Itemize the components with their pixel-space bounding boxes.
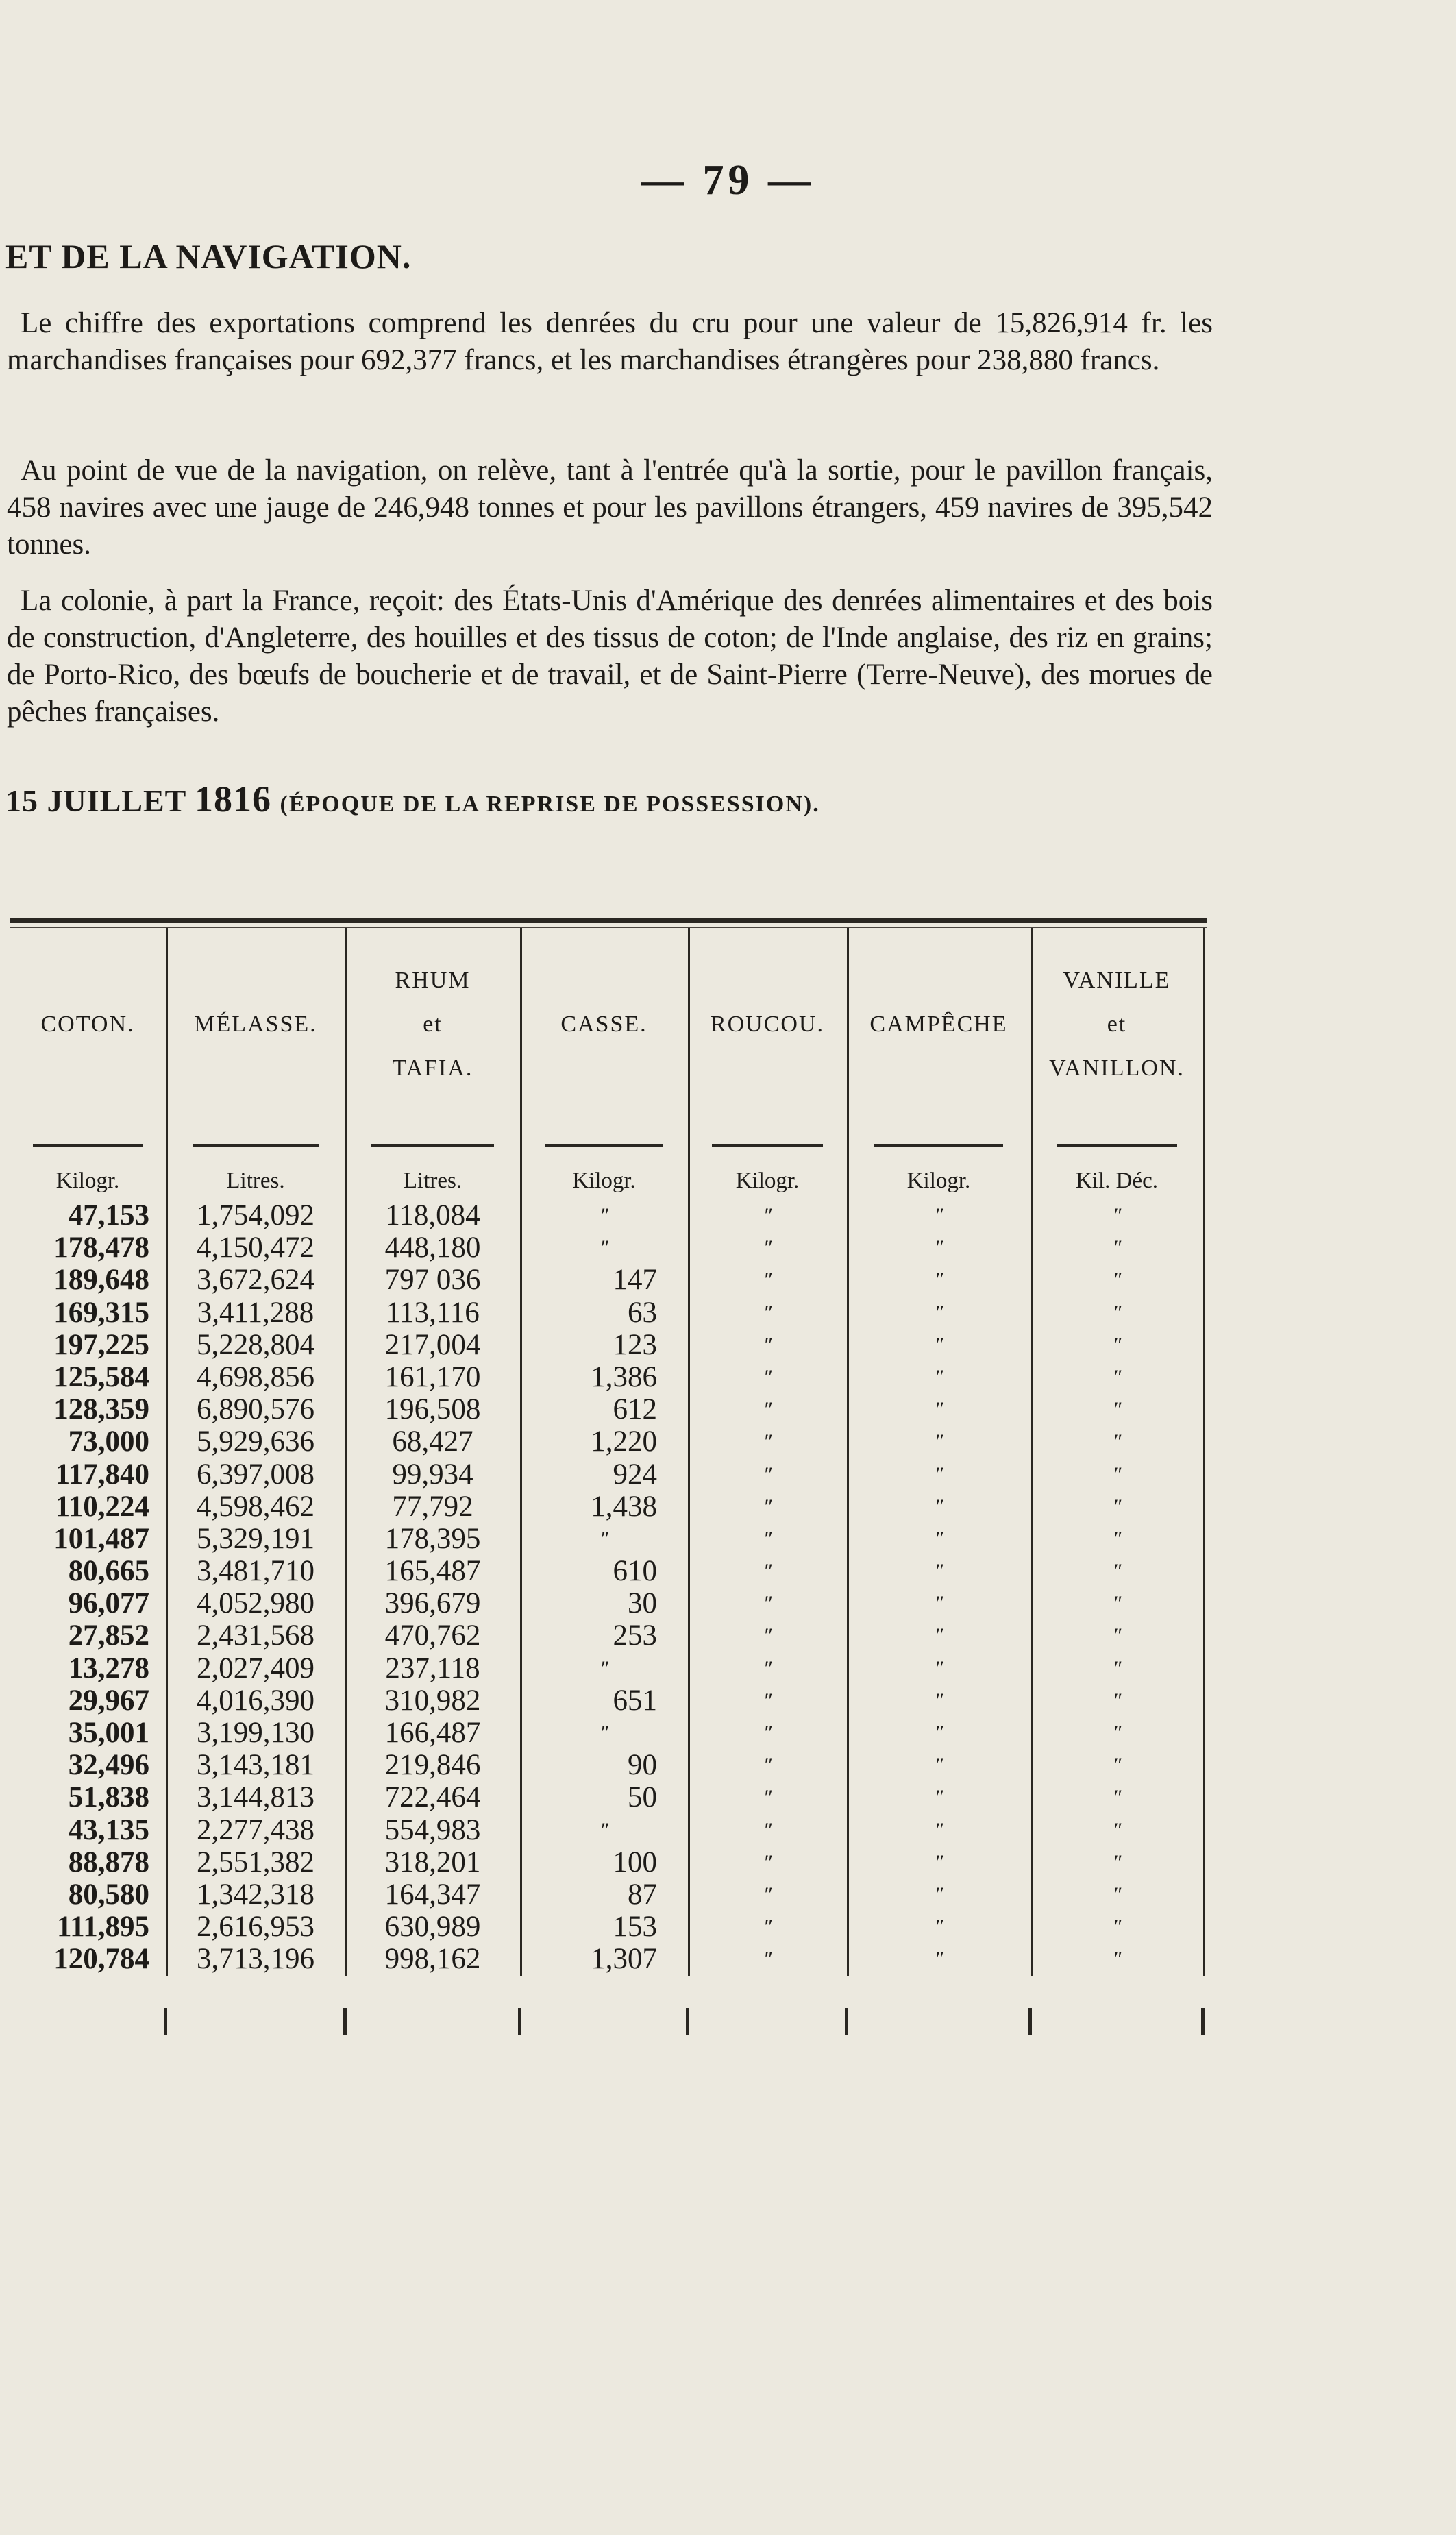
column-values xyxy=(847,1199,1031,1976)
table-cell: ″ xyxy=(763,1592,772,1615)
column-rhum-tafia xyxy=(345,918,520,2015)
table-cell: ″ xyxy=(1112,1592,1122,1615)
table-cell: 166,487 xyxy=(384,1717,481,1749)
table-cell: ″ xyxy=(1112,1656,1122,1680)
table-cell: ″ xyxy=(763,1722,772,1744)
table-cell: ″ xyxy=(1112,1883,1122,1906)
column-values xyxy=(1031,1199,1203,1976)
column-values xyxy=(10,1199,166,1976)
paragraph-text: La colonie, à part la France, reçoit: des États-Unis d'Amérique des denrées alimentaires et des bois de construction, d'Angleterre, des houilles et des tissus de coton; de l'Inde anglaise, des riz en grains; de Porto-Rico, des bœufs de boucherie et de travail, et de Saint-Pierre (Terre-Neuve), des morues de pêches françaises. xyxy=(7,585,1213,728)
table-cell: 147 xyxy=(613,1264,657,1297)
table-cell: 6,397,008 xyxy=(197,1458,314,1491)
table-cell: 2,027,409 xyxy=(197,1652,314,1685)
table-cell: ″ xyxy=(1112,1754,1122,1777)
table-cell: ″ xyxy=(934,1527,943,1550)
table-cell: 153 xyxy=(613,1911,657,1944)
table-cell: ″ xyxy=(934,1365,943,1388)
table-cell: ″ xyxy=(934,1624,943,1648)
column-unit: Litres. xyxy=(226,1168,285,1193)
table-cell: 797 036 xyxy=(384,1264,481,1297)
table-cell: 4,052,980 xyxy=(197,1587,314,1620)
table-cell: ″ xyxy=(600,1204,608,1227)
table-cell: 5,929,636 xyxy=(197,1425,314,1458)
table-cell: ″ xyxy=(1112,1527,1122,1550)
table-cell: 3,199,130 xyxy=(197,1717,314,1749)
table-cell: 5,329,191 xyxy=(197,1522,314,1555)
table-cell: 1,754,092 xyxy=(197,1199,314,1232)
table-cell: ″ xyxy=(1112,1850,1122,1874)
table-cell: 100 xyxy=(613,1846,657,1878)
table-cell: ″ xyxy=(1112,1560,1122,1583)
table-cell: 2,616,953 xyxy=(197,1911,314,1944)
column-header: COTON. xyxy=(40,1012,135,1037)
table-cell: ″ xyxy=(763,1365,772,1388)
table-cell: 3,672,624 xyxy=(197,1264,314,1297)
table-cell: 448,180 xyxy=(384,1232,481,1264)
table-cell: 924 xyxy=(613,1458,657,1491)
period-date: 15 JUILLET xyxy=(5,783,186,818)
table-cell: 1,307 xyxy=(591,1943,657,1976)
section-title: ET DE LA NAVIGATION. xyxy=(5,237,412,275)
column-header: CAMPÊCHE xyxy=(869,1012,1008,1037)
table-cell: 237,118 xyxy=(385,1652,480,1685)
paragraph-text: Au point de vue de la navigation, on relève, tant à l'entrée qu'à la sortie, pour le pavillon français, 458 navires avec une jauge de 246,948 tonnes et pour les pavillons étrangers, 459 navires de 395,542 tonnes. xyxy=(7,454,1213,561)
column-values xyxy=(166,1199,345,1976)
table-cell: 2,277,438 xyxy=(197,1813,314,1846)
table-cell: 50 xyxy=(628,1781,657,1814)
column-header: VANILLE et VANILLON. xyxy=(1049,968,1185,1081)
column-unit: Kilogr. xyxy=(906,1168,971,1193)
table-cell: 27,852 xyxy=(68,1619,149,1652)
table-cell: 43,135 xyxy=(68,1813,149,1846)
table-cell: ″ xyxy=(934,1560,943,1583)
column-unit: Kilogr. xyxy=(55,1168,120,1193)
table-cell: ″ xyxy=(1112,1269,1122,1292)
table-cell: 4,016,390 xyxy=(197,1684,314,1717)
table-cell: ″ xyxy=(763,1689,772,1712)
table-cell: ″ xyxy=(763,1301,772,1324)
table-cell: 118,084 xyxy=(385,1199,480,1232)
table-cell: ″ xyxy=(763,1754,772,1777)
table-cell: ″ xyxy=(763,1948,772,1971)
table-cell: ″ xyxy=(934,1495,943,1518)
table-cell: 123 xyxy=(613,1328,657,1361)
table-cell: ″ xyxy=(1112,1915,1122,1939)
table-cell: ″ xyxy=(934,1204,943,1227)
column-unit: Litres. xyxy=(403,1168,462,1193)
table-cell: ″ xyxy=(1112,1722,1122,1744)
table-cell: 554,983 xyxy=(384,1813,481,1846)
table-cell: ″ xyxy=(763,1560,772,1583)
table-cell: ″ xyxy=(763,1786,772,1809)
header-underline xyxy=(1057,1144,1177,1147)
table-cell: 4,698,856 xyxy=(197,1360,314,1393)
table-cell: 87 xyxy=(628,1878,657,1911)
table-cell: 178,395 xyxy=(384,1522,481,1555)
table-cell: 1,438 xyxy=(591,1490,657,1523)
table-cell: 63 xyxy=(628,1296,657,1329)
table-cell: ″ xyxy=(934,1333,943,1356)
table-cell: ″ xyxy=(600,1236,608,1260)
table-cell: 2,431,568 xyxy=(197,1619,314,1652)
table-cell: ″ xyxy=(763,1818,772,1841)
table-cell: ″ xyxy=(763,1398,772,1421)
table-cell: ″ xyxy=(763,1333,772,1356)
table-cell: 651 xyxy=(613,1684,657,1717)
table-cell: ″ xyxy=(763,1236,772,1260)
table-cell: 396,679 xyxy=(384,1587,481,1620)
column-values xyxy=(520,1199,688,1976)
table-cell: ″ xyxy=(934,1850,943,1874)
table-cell: ″ xyxy=(1112,1236,1122,1260)
table-cell: 2,551,382 xyxy=(197,1846,314,1878)
table-cell: 164,347 xyxy=(384,1878,481,1911)
table-cell: 77,792 xyxy=(392,1490,473,1523)
table-cell: 169,315 xyxy=(53,1296,149,1329)
header-underline xyxy=(712,1144,823,1147)
table-cell: ″ xyxy=(1112,1301,1122,1324)
column-coton xyxy=(10,918,166,2015)
column-campeche xyxy=(847,918,1031,2015)
table-cell: 110,224 xyxy=(55,1490,149,1523)
table-cell: 68,427 xyxy=(392,1425,473,1458)
table-cell: ″ xyxy=(934,1398,943,1421)
table-cell: ″ xyxy=(934,1301,943,1324)
table-cell: 3,144,813 xyxy=(197,1781,314,1814)
column-unit: Kil. Déc. xyxy=(1075,1168,1159,1193)
column-casse xyxy=(520,918,688,2015)
table-cell: ″ xyxy=(763,1656,772,1680)
column-header: RHUM et TAFIA. xyxy=(392,968,473,1081)
period-year: 1816 xyxy=(195,779,272,820)
column-foot-tick xyxy=(686,2008,689,2035)
table-cell: 128,359 xyxy=(53,1393,149,1426)
table-cell: 80,665 xyxy=(68,1555,149,1588)
table-cell: ″ xyxy=(1112,1689,1122,1712)
column-foot-tick xyxy=(518,2008,521,2035)
table-cell: 165,487 xyxy=(384,1555,481,1588)
table-cell: ″ xyxy=(763,1204,772,1227)
column-foot-tick xyxy=(343,2008,347,2035)
table-cell: ″ xyxy=(600,1722,608,1744)
paragraph-navigation xyxy=(7,452,1213,563)
table-cell: 630,989 xyxy=(384,1911,481,1944)
header-underline xyxy=(545,1144,663,1147)
column-roucou xyxy=(688,918,847,2015)
table-cell: 998,162 xyxy=(384,1943,481,1976)
table-cell: ″ xyxy=(1112,1948,1122,1971)
column-header: CASSE. xyxy=(560,1012,647,1037)
table-cell: ″ xyxy=(763,1269,772,1292)
table-cell: 80,580 xyxy=(68,1878,149,1911)
table-cell: 196,508 xyxy=(384,1393,481,1426)
table-cell: 73,000 xyxy=(68,1425,149,1458)
period-note: (ÉPOQUE DE LA REPRISE DE POSSESSION). xyxy=(280,792,820,817)
table-cell: ″ xyxy=(934,1430,943,1454)
table-cell: 35,001 xyxy=(68,1717,149,1749)
table-cell: 47,153 xyxy=(68,1199,149,1232)
table-cell: 318,201 xyxy=(384,1846,481,1878)
table-cell: ″ xyxy=(934,1236,943,1260)
header-underline xyxy=(193,1144,318,1147)
table-cell: 470,762 xyxy=(384,1619,481,1652)
column-values xyxy=(345,1199,520,1976)
table-cell: 6,890,576 xyxy=(197,1393,314,1426)
table-cell: 113,116 xyxy=(386,1296,480,1329)
table-cell: 310,982 xyxy=(384,1684,481,1717)
table-cell: ″ xyxy=(600,1527,608,1550)
table-cell: 51,838 xyxy=(68,1781,149,1814)
table-cell: 161,170 xyxy=(384,1360,481,1393)
table-cell: 99,934 xyxy=(392,1458,473,1491)
table-cell: ″ xyxy=(763,1527,772,1550)
table-cell: ″ xyxy=(1112,1430,1122,1454)
table-cell: ″ xyxy=(763,1495,772,1518)
table-cell: 3,481,710 xyxy=(197,1555,314,1588)
table-cell: 32,496 xyxy=(68,1749,149,1782)
table-cell: 88,878 xyxy=(68,1846,149,1878)
table-cell: 3,713,196 xyxy=(197,1943,314,1976)
column-header: MÉLASSE. xyxy=(194,1012,317,1037)
column-foot-tick xyxy=(845,2008,848,2035)
commodity-table xyxy=(10,918,1207,2015)
header-underline xyxy=(874,1144,1003,1147)
column-values xyxy=(688,1199,847,1976)
table-cell: 3,411,288 xyxy=(197,1296,314,1329)
column-foot-tick xyxy=(1028,2008,1032,2035)
table-cell: ″ xyxy=(763,1850,772,1874)
table-cell: 1,220 xyxy=(591,1425,657,1458)
paragraph-imports xyxy=(7,583,1213,731)
table-cell: ″ xyxy=(1112,1204,1122,1227)
table-cell: 13,278 xyxy=(68,1652,149,1685)
header-underline xyxy=(371,1144,494,1147)
page-number: — 79 — xyxy=(641,157,815,204)
period-heading xyxy=(5,778,820,820)
table-cell: 4,598,462 xyxy=(197,1490,314,1523)
table-cell: ″ xyxy=(763,1462,772,1486)
table-cell: ″ xyxy=(934,1754,943,1777)
table-cell: ″ xyxy=(1112,1624,1122,1648)
column-unit: Kilogr. xyxy=(735,1168,800,1193)
table-cell: 120,784 xyxy=(53,1943,149,1976)
table-cell: 4,150,472 xyxy=(197,1232,314,1264)
table-cell: 5,228,804 xyxy=(197,1328,314,1361)
column-vanille-vanillon xyxy=(1031,918,1203,2015)
table-cell: 30 xyxy=(628,1587,657,1620)
table-cell: 117,840 xyxy=(55,1458,149,1491)
table-cell: ″ xyxy=(934,1883,943,1906)
table-cell: ″ xyxy=(763,1883,772,1906)
table-cell: ″ xyxy=(763,1430,772,1454)
table-cell: ″ xyxy=(1112,1333,1122,1356)
column-foot-tick xyxy=(1201,2008,1205,2035)
table-cell: 3,143,181 xyxy=(197,1749,314,1782)
table-cell: ″ xyxy=(1112,1462,1122,1486)
column-foot-tick xyxy=(164,2008,167,2035)
table-cell: 29,967 xyxy=(68,1684,149,1717)
table-cell: 253 xyxy=(613,1619,657,1652)
table-cell: ″ xyxy=(934,1948,943,1971)
paragraph-exports xyxy=(7,305,1213,379)
table-cell: 219,846 xyxy=(384,1749,481,1782)
table-cell: 125,584 xyxy=(53,1360,149,1393)
table-cell: 217,004 xyxy=(384,1328,481,1361)
paragraph-text: Le chiffre des exportations comprend les denrées du cru pour une valeur de 15,826,914 fr. les marchandises françaises pour 692,377 francs, et les marchandises étrangères pour 238,880 francs. xyxy=(7,307,1213,376)
table-cell: ″ xyxy=(763,1624,772,1648)
table-cell: 612 xyxy=(613,1393,657,1426)
table-cell: ″ xyxy=(1112,1786,1122,1809)
table-cell: 178,478 xyxy=(53,1232,149,1264)
column-melasse xyxy=(166,918,345,2015)
table-cell: 96,077 xyxy=(68,1587,149,1620)
table-cell: ″ xyxy=(1112,1495,1122,1518)
table-cell: ″ xyxy=(1112,1818,1122,1841)
table-cell: ″ xyxy=(934,1592,943,1615)
table-cell: ″ xyxy=(934,1818,943,1841)
table-cell: 1,386 xyxy=(591,1360,657,1393)
table-cell: 610 xyxy=(613,1555,657,1588)
column-unit: Kilogr. xyxy=(572,1168,636,1193)
table-cell: ″ xyxy=(934,1656,943,1680)
table-cell: ″ xyxy=(934,1722,943,1744)
table-cell: ″ xyxy=(600,1656,608,1680)
table-cell: 1,342,318 xyxy=(197,1878,314,1911)
table-cell: ″ xyxy=(934,1689,943,1712)
table-cell: 722,464 xyxy=(384,1781,481,1814)
table-cell: ″ xyxy=(600,1818,608,1841)
column-divider xyxy=(1203,928,1205,1976)
table-cell: 197,225 xyxy=(53,1328,149,1361)
table-cell: 101,487 xyxy=(53,1522,149,1555)
table-cell: ″ xyxy=(934,1269,943,1292)
table-cell: 90 xyxy=(628,1749,657,1782)
table-cell: ″ xyxy=(934,1915,943,1939)
table-cell: 111,895 xyxy=(56,1911,149,1944)
table-cell: ″ xyxy=(763,1915,772,1939)
table-cell: ″ xyxy=(1112,1365,1122,1388)
table-cell: ″ xyxy=(934,1462,943,1486)
header-underline xyxy=(33,1144,143,1147)
column-header: ROUCOU. xyxy=(710,1012,825,1037)
table-cell: 189,648 xyxy=(53,1264,149,1297)
table-cell: ″ xyxy=(1112,1398,1122,1421)
table-cell: ″ xyxy=(934,1786,943,1809)
